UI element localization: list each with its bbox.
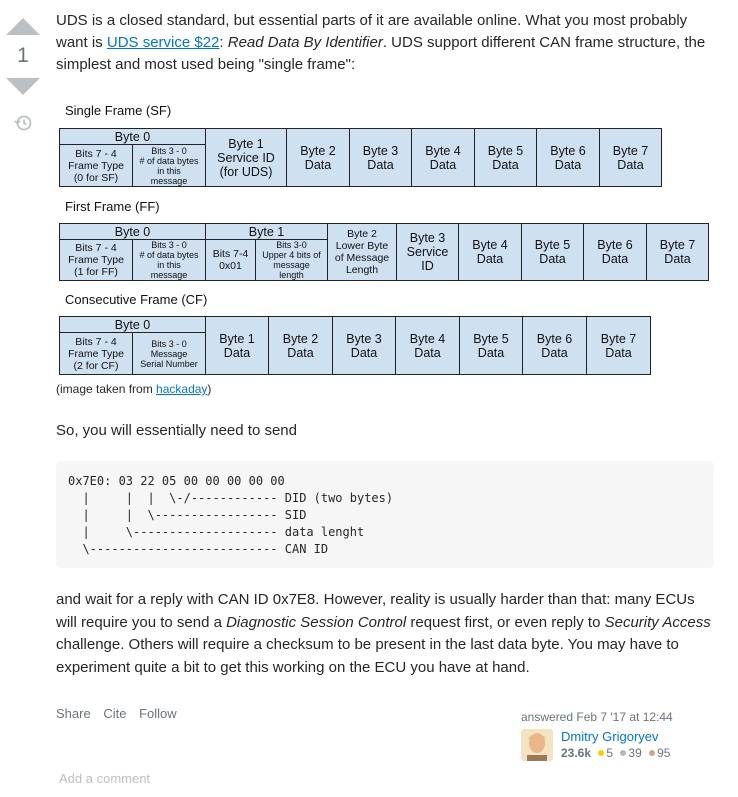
reputation-score: 23.6k (561, 746, 592, 760)
ff-bits74: Bits 7 - 4 Frame Type (1 for FF) (59, 239, 133, 281)
intro-text-3: . UDS support different CAN frame structure, the simplest and most used being "single frame": (56, 34, 706, 73)
ff-bits30: Bits 3 - 0 # of data bytes in this message (132, 239, 206, 281)
silver-badge-icon (620, 750, 626, 756)
cf-byte6: Byte 6 Data (522, 316, 587, 375)
sf-byte4: Byte 4 Data (411, 128, 475, 187)
intro-text-2: : (219, 34, 228, 51)
reply-text-2: request first, or even reply to (406, 613, 605, 631)
cf-byte0: Byte 0 (59, 316, 206, 333)
ff-byte4: Byte 4 Data (458, 223, 522, 281)
reputation (561, 745, 670, 761)
caption-suffix: ) (207, 382, 212, 396)
cf-byte3: Byte 3 Data (332, 316, 396, 375)
cf-byte2: Byte 2 Data (268, 316, 333, 375)
ff-b1-30: Bits 3-0 Upper 4 bits of message length (255, 239, 328, 281)
sf-byte5: Byte 5 Data (474, 128, 537, 187)
caption-prefix: (image taken from (56, 382, 157, 396)
user-name-link[interactable]: Dmitry Grigoryev (561, 729, 659, 744)
ff-byte0: Byte 0 (59, 223, 206, 240)
paragraph-reply (56, 589, 716, 679)
cf-bits74: Bits 7 - 4 Frame Type (2 for CF) (59, 332, 133, 375)
bronze-badge-count: 95 (657, 746, 671, 760)
cf-title: Consecutive Frame (CF) (65, 292, 208, 307)
sf-byte2: Byte 2 Data (286, 128, 350, 187)
paragraph-send: So, you will essentially need to send (56, 422, 297, 439)
ff-title: First Frame (FF) (65, 199, 160, 214)
sf-byte6: Byte 6 Data (536, 128, 600, 187)
intro-text-1: UDS is a closed standard, but essential parts of it are available online. What you most probably want is (56, 12, 688, 51)
answered-time: answered Feb 7 '17 at 12:44 (521, 710, 673, 724)
ff-byte5: Byte 5 Data (521, 223, 584, 281)
bronze-badge-icon (649, 750, 655, 756)
gold-badge-count: 5 (606, 746, 614, 760)
reply-emphasis-1: Diagnostic Session Control (226, 613, 407, 631)
image-caption (56, 382, 211, 396)
reply-text-1: and wait for a reply with CAN ID 0x7E8. However, reality is usually harder than that: many ECUs will require you to send a (56, 591, 695, 631)
cf-byte4: Byte 4 Data (395, 316, 460, 375)
add-comment-link[interactable]: Add a comment (59, 771, 151, 786)
ff-b1-74: Bits 7-4 0x01 (205, 239, 256, 281)
sf-byte3: Byte 3 Data (349, 128, 412, 187)
ff-byte1: Byte 1 (205, 223, 328, 240)
answer-intro (56, 10, 716, 76)
intro-emphasis: Read Data By Identifier (227, 34, 383, 51)
uds-service-link[interactable]: UDS service $22 (106, 34, 220, 51)
sf-title: Single Frame (SF) (65, 103, 172, 118)
user-signature (521, 710, 711, 761)
ff-byte6: Byte 6 Data (583, 223, 647, 281)
ff-byte7: Byte 7 Data (646, 223, 709, 281)
cf-byte7: Byte 7 Data (586, 316, 651, 375)
code-block: 0x7E0: 03 22 05 00 00 00 00 00 | | | \-/------------ DID (two bytes) | | \----------------- SID | \-------------------- data lenght \-------------------------- CAN ID (56, 461, 714, 568)
cf-byte5: Byte 5 Data (459, 316, 523, 375)
silver-badge-count: 39 (628, 746, 642, 760)
sf-byte0: Byte 0 (59, 128, 206, 145)
hackaday-link[interactable]: hackaday (156, 382, 208, 396)
avatar[interactable] (521, 729, 553, 761)
upvote-button[interactable] (6, 18, 40, 35)
cf-bits30: Bits 3 - 0 Message Serial Number (132, 332, 206, 375)
sf-bits30: Bits 3 - 0 # of data bytes in this message (132, 144, 206, 187)
downvote-button[interactable] (6, 78, 40, 95)
cf-byte1: Byte 1 Data (205, 316, 269, 375)
reply-emphasis-2: Security Access (604, 613, 711, 631)
sf-byte1: Byte 1 Service ID (for UDS) (205, 128, 287, 187)
post-actions (56, 706, 186, 721)
history-icon[interactable] (13, 113, 33, 138)
ff-byte2: Byte 2 Lower Byte of Message Length (327, 223, 397, 281)
gold-badge-icon (598, 750, 604, 756)
share-link[interactable]: Share (56, 706, 91, 721)
reply-text-3: challenge. Others will require a checksum to be present in the last data byte. You may have to experiment quite a bit to get this working on the ECU you have at hand. (56, 636, 679, 676)
follow-link[interactable]: Follow (139, 706, 177, 721)
cite-link[interactable]: Cite (103, 706, 127, 721)
sf-byte7: Byte 7 Data (599, 128, 662, 187)
ff-byte3: Byte 3 Service ID (396, 223, 459, 281)
vote-column (0, 10, 46, 138)
vote-count: 1 (17, 44, 29, 67)
can-frame-diagram (56, 96, 716, 406)
sf-bits74: Bits 7 - 4 Frame Type (0 for SF) (59, 144, 133, 187)
